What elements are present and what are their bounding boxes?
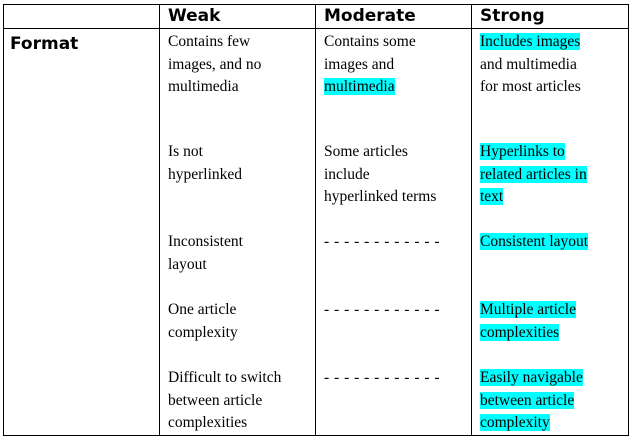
strong-item-images bbox=[480, 31, 624, 141]
moderate-item-hyperlinks bbox=[324, 141, 467, 231]
strong-item-layout bbox=[480, 231, 624, 299]
moderate-item-images bbox=[324, 31, 467, 141]
weak-item-navigation-line-2: between article bbox=[168, 391, 263, 409]
strong-cell bbox=[472, 29, 629, 436]
strong-item-images-line-2: and multimedia bbox=[480, 55, 577, 73]
moderate-item-navigation bbox=[324, 367, 467, 435]
moderate-item-images-line-1: Contains some bbox=[324, 33, 416, 50]
weak-item-images-line-2: images, and no bbox=[168, 55, 262, 73]
strong-item-images-highlight: Includes images bbox=[480, 33, 581, 50]
strong-item-navigation-line-2: between article bbox=[480, 391, 575, 409]
strong-item-hyperlinks-line-2: related articles in bbox=[480, 165, 587, 183]
weak-item-images-line-3: multimedia bbox=[168, 78, 239, 95]
weak-item-complexity bbox=[168, 299, 311, 367]
header-row bbox=[4, 5, 629, 29]
moderate-item-images-line-2: images and bbox=[324, 55, 395, 73]
moderate-item-images-highlight: multimedia bbox=[324, 78, 395, 95]
weak-item-navigation-line-1: Difficult to switch bbox=[168, 369, 282, 386]
weak-item-complexity-line-1: One article bbox=[168, 301, 237, 318]
rubric-table bbox=[3, 4, 629, 436]
row-header-format: Format bbox=[4, 29, 160, 436]
moderate-item-hyperlinks-line-1: Some articles bbox=[324, 143, 408, 160]
weak-item-layout bbox=[168, 231, 311, 299]
weak-item-hyperlinks-line-2: hyperlinked bbox=[168, 165, 243, 183]
weak-item-layout-line-2: layout bbox=[168, 255, 207, 273]
header-weak: Weak bbox=[160, 5, 316, 29]
weak-item-images bbox=[168, 31, 311, 141]
moderate-item-layout-dashes: - - - - - - - - - - - - bbox=[324, 233, 441, 250]
strong-item-navigation-line-3: complexity bbox=[480, 414, 550, 431]
strong-item-hyperlinks-line-3: text bbox=[480, 188, 504, 205]
weak-item-layout-line-1: Inconsistent bbox=[168, 233, 243, 250]
strong-item-hyperlinks-line-1: Hyperlinks to bbox=[480, 143, 565, 160]
strong-item-navigation bbox=[480, 367, 624, 435]
weak-item-navigation bbox=[168, 367, 311, 435]
weak-item-hyperlinks bbox=[168, 141, 311, 231]
moderate-item-complexity bbox=[324, 299, 467, 367]
moderate-cell bbox=[316, 29, 472, 436]
strong-item-navigation-line-1: Easily navigable bbox=[480, 369, 583, 386]
weak-item-complexity-line-2: complexity bbox=[168, 323, 238, 341]
format-row bbox=[4, 29, 629, 436]
weak-item-navigation-line-3: complexities bbox=[168, 414, 248, 431]
moderate-item-navigation-dashes: - - - - - - - - - - - - bbox=[324, 369, 441, 386]
weak-cell bbox=[160, 29, 316, 436]
header-moderate: Moderate bbox=[316, 5, 472, 29]
strong-item-complexity-line-2: complexities bbox=[480, 323, 560, 341]
weak-item-images-line-1: Contains few bbox=[168, 33, 251, 50]
moderate-item-hyperlinks-line-2: include bbox=[324, 165, 370, 183]
weak-item-hyperlinks-line-1: Is not bbox=[168, 143, 203, 160]
strong-item-complexity bbox=[480, 299, 624, 367]
header-empty bbox=[4, 5, 160, 29]
strong-item-layout-highlight: Consistent layout bbox=[480, 233, 589, 250]
moderate-item-layout bbox=[324, 231, 467, 299]
moderate-item-complexity-dashes: - - - - - - - - - - - - bbox=[324, 301, 441, 318]
strong-item-hyperlinks bbox=[480, 141, 624, 231]
strong-item-images-line-3: for most articles bbox=[480, 78, 581, 95]
header-strong: Strong bbox=[472, 5, 629, 29]
moderate-item-hyperlinks-line-3: hyperlinked terms bbox=[324, 188, 437, 205]
strong-item-complexity-line-1: Multiple article bbox=[480, 301, 576, 318]
